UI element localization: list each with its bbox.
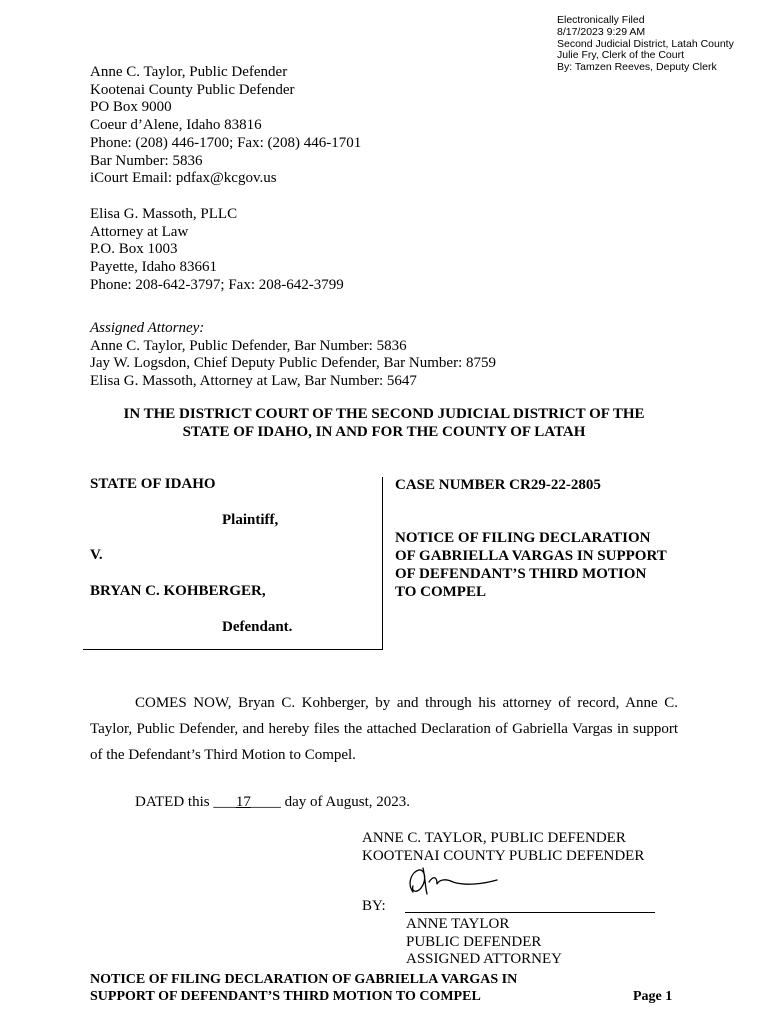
caption-divider-horizontal xyxy=(83,649,383,650)
attorney-line: Kootenai County Public Defender xyxy=(90,81,295,98)
plaintiff-name: STATE OF IDAHO xyxy=(90,476,216,492)
body-paragraph: COMES NOW, Bryan C. Kohberger, by and through his attorney of record, Anne C. Taylor, Public Defender, and hereby files the attached Declaration of Gabriella Vargas in support of the Defendant’s Third Motion to Compel. xyxy=(90,695,678,763)
footer-title xyxy=(90,972,517,1005)
by-label: BY: xyxy=(362,898,386,914)
court-heading-line: IN THE DISTRICT COURT OF THE SECOND JUDICIAL DISTRICT OF THE xyxy=(123,406,645,422)
assigned-attorneys xyxy=(90,320,496,391)
dated-line xyxy=(135,794,410,811)
attorney-line: Coeur d’Alene, Idaho 83816 xyxy=(90,117,262,134)
stamp-line: Julie Fry, Clerk of the Court xyxy=(557,49,685,62)
footer-line: SUPPORT OF DEFENDANT’S THIRD MOTION TO COMPEL xyxy=(90,988,481,1004)
dated-suffix: day of August, 2023. xyxy=(280,794,411,810)
attorney-line: iCourt Email: pdfax@kcgov.us xyxy=(90,170,277,187)
case-number: CASE NUMBER CR29-22-2805 xyxy=(395,477,601,493)
plaintiff-role: Plaintiff, xyxy=(222,512,279,528)
document-title-line: OF DEFENDANT’S THIRD MOTION xyxy=(395,566,647,582)
stamp-line: By: Tamzen Reeves, Deputy Clerk xyxy=(557,61,717,74)
signature-office: KOOTENAI COUNTY PUBLIC DEFENDER xyxy=(362,847,645,864)
attorney-line: PO Box 9000 xyxy=(90,99,172,116)
attorney-line: Attorney at Law xyxy=(90,223,189,240)
dated-prefix: DATED this xyxy=(135,794,214,810)
stamp-line: 8/17/2023 9:29 AM xyxy=(557,25,646,38)
footer-line: NOTICE OF FILING DECLARATION OF GABRIELLA VARGAS IN xyxy=(90,972,518,987)
court-heading xyxy=(84,405,684,441)
stamp-line: Electronically Filed xyxy=(557,14,645,26)
attorney-line: Bar Number: 5836 xyxy=(90,152,203,169)
signer-info xyxy=(406,916,562,969)
assigned-heading: Assigned Attorney: xyxy=(90,320,205,336)
signer-line: ASSIGNED ATTORNEY xyxy=(406,951,562,967)
document-title-line: OF GABRIELLA VARGAS IN SUPPORT xyxy=(395,548,667,564)
attorney-line: Anne C. Taylor, Public Defender xyxy=(90,64,288,80)
handwritten-signature xyxy=(405,862,515,902)
filing-stamp xyxy=(557,15,734,74)
court-heading-line: STATE OF IDAHO, IN AND FOR THE COUNTY OF LATAH xyxy=(182,424,586,440)
attorney-line: P.O. Box 1003 xyxy=(90,241,178,258)
document-title-line: NOTICE OF FILING DECLARATION xyxy=(395,530,651,546)
attorney-line: Elisa G. Massoth, PLLC xyxy=(90,206,238,222)
assigned-line: Anne C. Taylor, Public Defender, Bar Number: 5836 xyxy=(90,337,407,354)
caption-divider-vertical xyxy=(382,477,383,650)
attorney-line: Payette, Idaho 83661 xyxy=(90,259,218,276)
dated-day: ___17____ xyxy=(213,794,281,810)
signer-line: PUBLIC DEFENDER xyxy=(406,933,542,950)
signature-line xyxy=(405,912,655,913)
attorney-line: Phone: (208) 446-1700; Fax: (208) 446-1701 xyxy=(90,134,362,151)
signer-line: ANNE TAYLOR xyxy=(406,916,510,932)
signature-block xyxy=(362,830,644,865)
attorney-block-massoth xyxy=(90,206,344,295)
stamp-line: Second Judicial District, Latah County xyxy=(557,37,734,50)
versus: V. xyxy=(90,547,103,563)
defendant-name: BRYAN C. KOHBERGER, xyxy=(90,583,266,599)
page-number: Page 1 xyxy=(633,989,673,1004)
signature-office: ANNE C. TAYLOR, PUBLIC DEFENDER xyxy=(362,830,626,846)
document-title xyxy=(395,529,667,601)
assigned-line: Jay W. Logsdon, Chief Deputy Public Defender, Bar Number: 8759 xyxy=(90,355,496,372)
attorney-line: Phone: 208-642-3797; Fax: 208-642-3799 xyxy=(90,276,344,293)
defendant-role: Defendant. xyxy=(222,619,293,635)
document-title-line: TO COMPEL xyxy=(395,584,486,600)
attorney-block-taylor xyxy=(90,64,361,188)
assigned-line: Elisa G. Massoth, Attorney at Law, Bar Number: 5647 xyxy=(90,373,417,390)
